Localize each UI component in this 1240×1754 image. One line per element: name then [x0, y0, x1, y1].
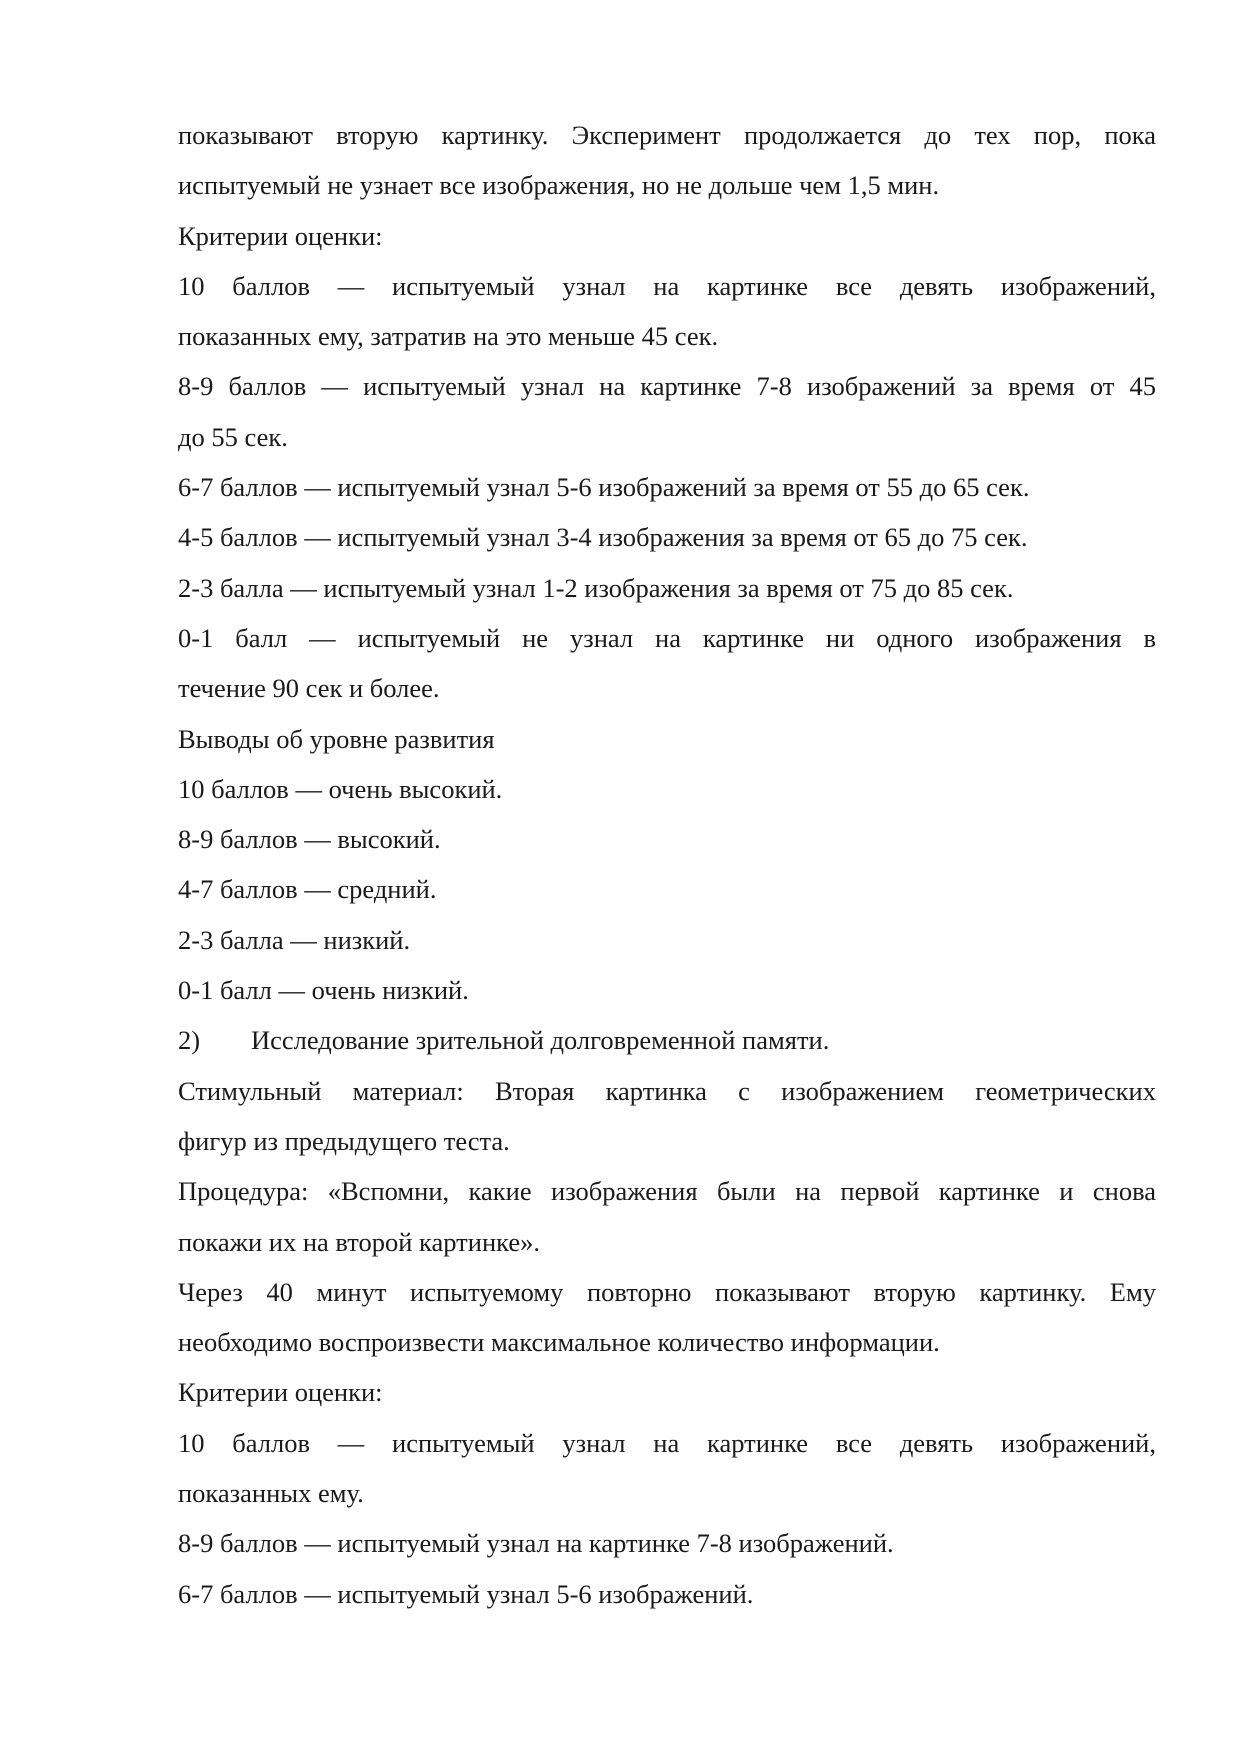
text-line: показанных ему, затратив на это меньше 45 сек. — [178, 321, 719, 352]
text-line: Через 40 минут испытуемому повторно показывают вторую картинку. Ему — [178, 1276, 1156, 1307]
text-line: 10 баллов — очень высокий. — [178, 773, 503, 804]
list-number: 2) — [178, 1025, 201, 1056]
text-line: 0-1 балл — испытуемый не узнал на картинке ни одного изображения в — [178, 622, 1156, 653]
document-page — [178, 110, 1156, 1619]
text-line: испытуемый не узнает все изображения, но не дольше чем 1,5 мин. — [178, 170, 940, 201]
text-line: 4-5 баллов — испытуемый узнал 3-4 изображения за время от 65 до 75 сек. — [178, 522, 1028, 553]
numbered-item-text: Исследование зрительной долговременной памяти. — [251, 1025, 830, 1056]
section-heading: Выводы об уровне развития — [178, 723, 495, 754]
text-line: 0-1 балл — очень низкий. — [178, 975, 469, 1006]
text-line: 4-7 баллов — средний. — [178, 874, 437, 905]
text-line: 10 баллов — испытуемый узнал на картинке все девять изображений, — [178, 1427, 1156, 1458]
text-line: необходимо воспроизвести максимальное количество информации. — [178, 1327, 940, 1358]
section-heading: Критерии оценки: — [178, 220, 383, 251]
text-line: 10 баллов — испытуемый узнал на картинке все девять изображений, — [178, 270, 1156, 301]
text-line: течение 90 сек и более. — [178, 673, 440, 704]
text-line: 2-3 балла — испытуемый узнал 1-2 изображения за время от 75 до 85 сек. — [178, 572, 1014, 603]
text-line: 8-9 баллов — испытуемый узнал на картинке 7-8 изображений. — [178, 1528, 894, 1559]
text-line: покажи их на второй картинке». — [178, 1226, 540, 1257]
text-line: показанных ему. — [178, 1478, 364, 1509]
text-line: 8-9 баллов — высокий. — [178, 824, 441, 855]
text-line: 6-7 баллов — испытуемый узнал 5-6 изображений за время от 55 до 65 сек. — [178, 472, 1030, 503]
text-line: фигур из предыдущего теста. — [178, 1125, 510, 1156]
section-heading: Критерии оценки: — [178, 1377, 383, 1408]
text-line: Стимульный материал: Вторая картинка с изображением геометрических — [178, 1075, 1156, 1106]
text-line: до 55 сек. — [178, 421, 288, 452]
text-line: 2-3 балла — низкий. — [178, 924, 411, 955]
text-line: 6-7 баллов — испытуемый узнал 5-6 изображений. — [178, 1578, 754, 1609]
text-line: Процедура: «Вспомни, какие изображения были на первой картинке и снова — [178, 1176, 1156, 1207]
text-line: 8-9 баллов — испытуемый узнал на картинке 7-8 изображений за время от 45 — [178, 371, 1156, 402]
text-line: показывают вторую картинку. Эксперимент продолжается до тех пор, пока — [178, 120, 1156, 150]
numbered-item — [178, 1015, 1156, 1065]
